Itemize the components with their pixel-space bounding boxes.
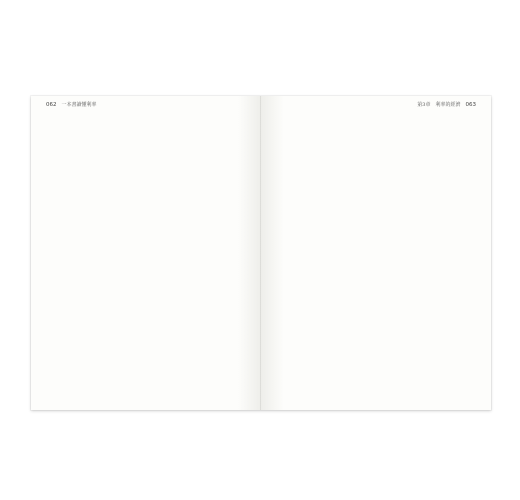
left-page-number: 062 xyxy=(46,102,57,108)
left-page-header xyxy=(46,102,252,110)
right-page-number: 063 xyxy=(465,102,476,108)
right-page xyxy=(261,96,491,410)
right-chapter-title: 利率的經濟 xyxy=(435,102,461,108)
left-running-title: 一本書讀懂利率 xyxy=(61,102,97,108)
left-page xyxy=(31,96,261,410)
right-chapter-label: 第3章 xyxy=(417,102,431,108)
right-page-header xyxy=(270,102,476,110)
book-spread xyxy=(31,96,491,410)
